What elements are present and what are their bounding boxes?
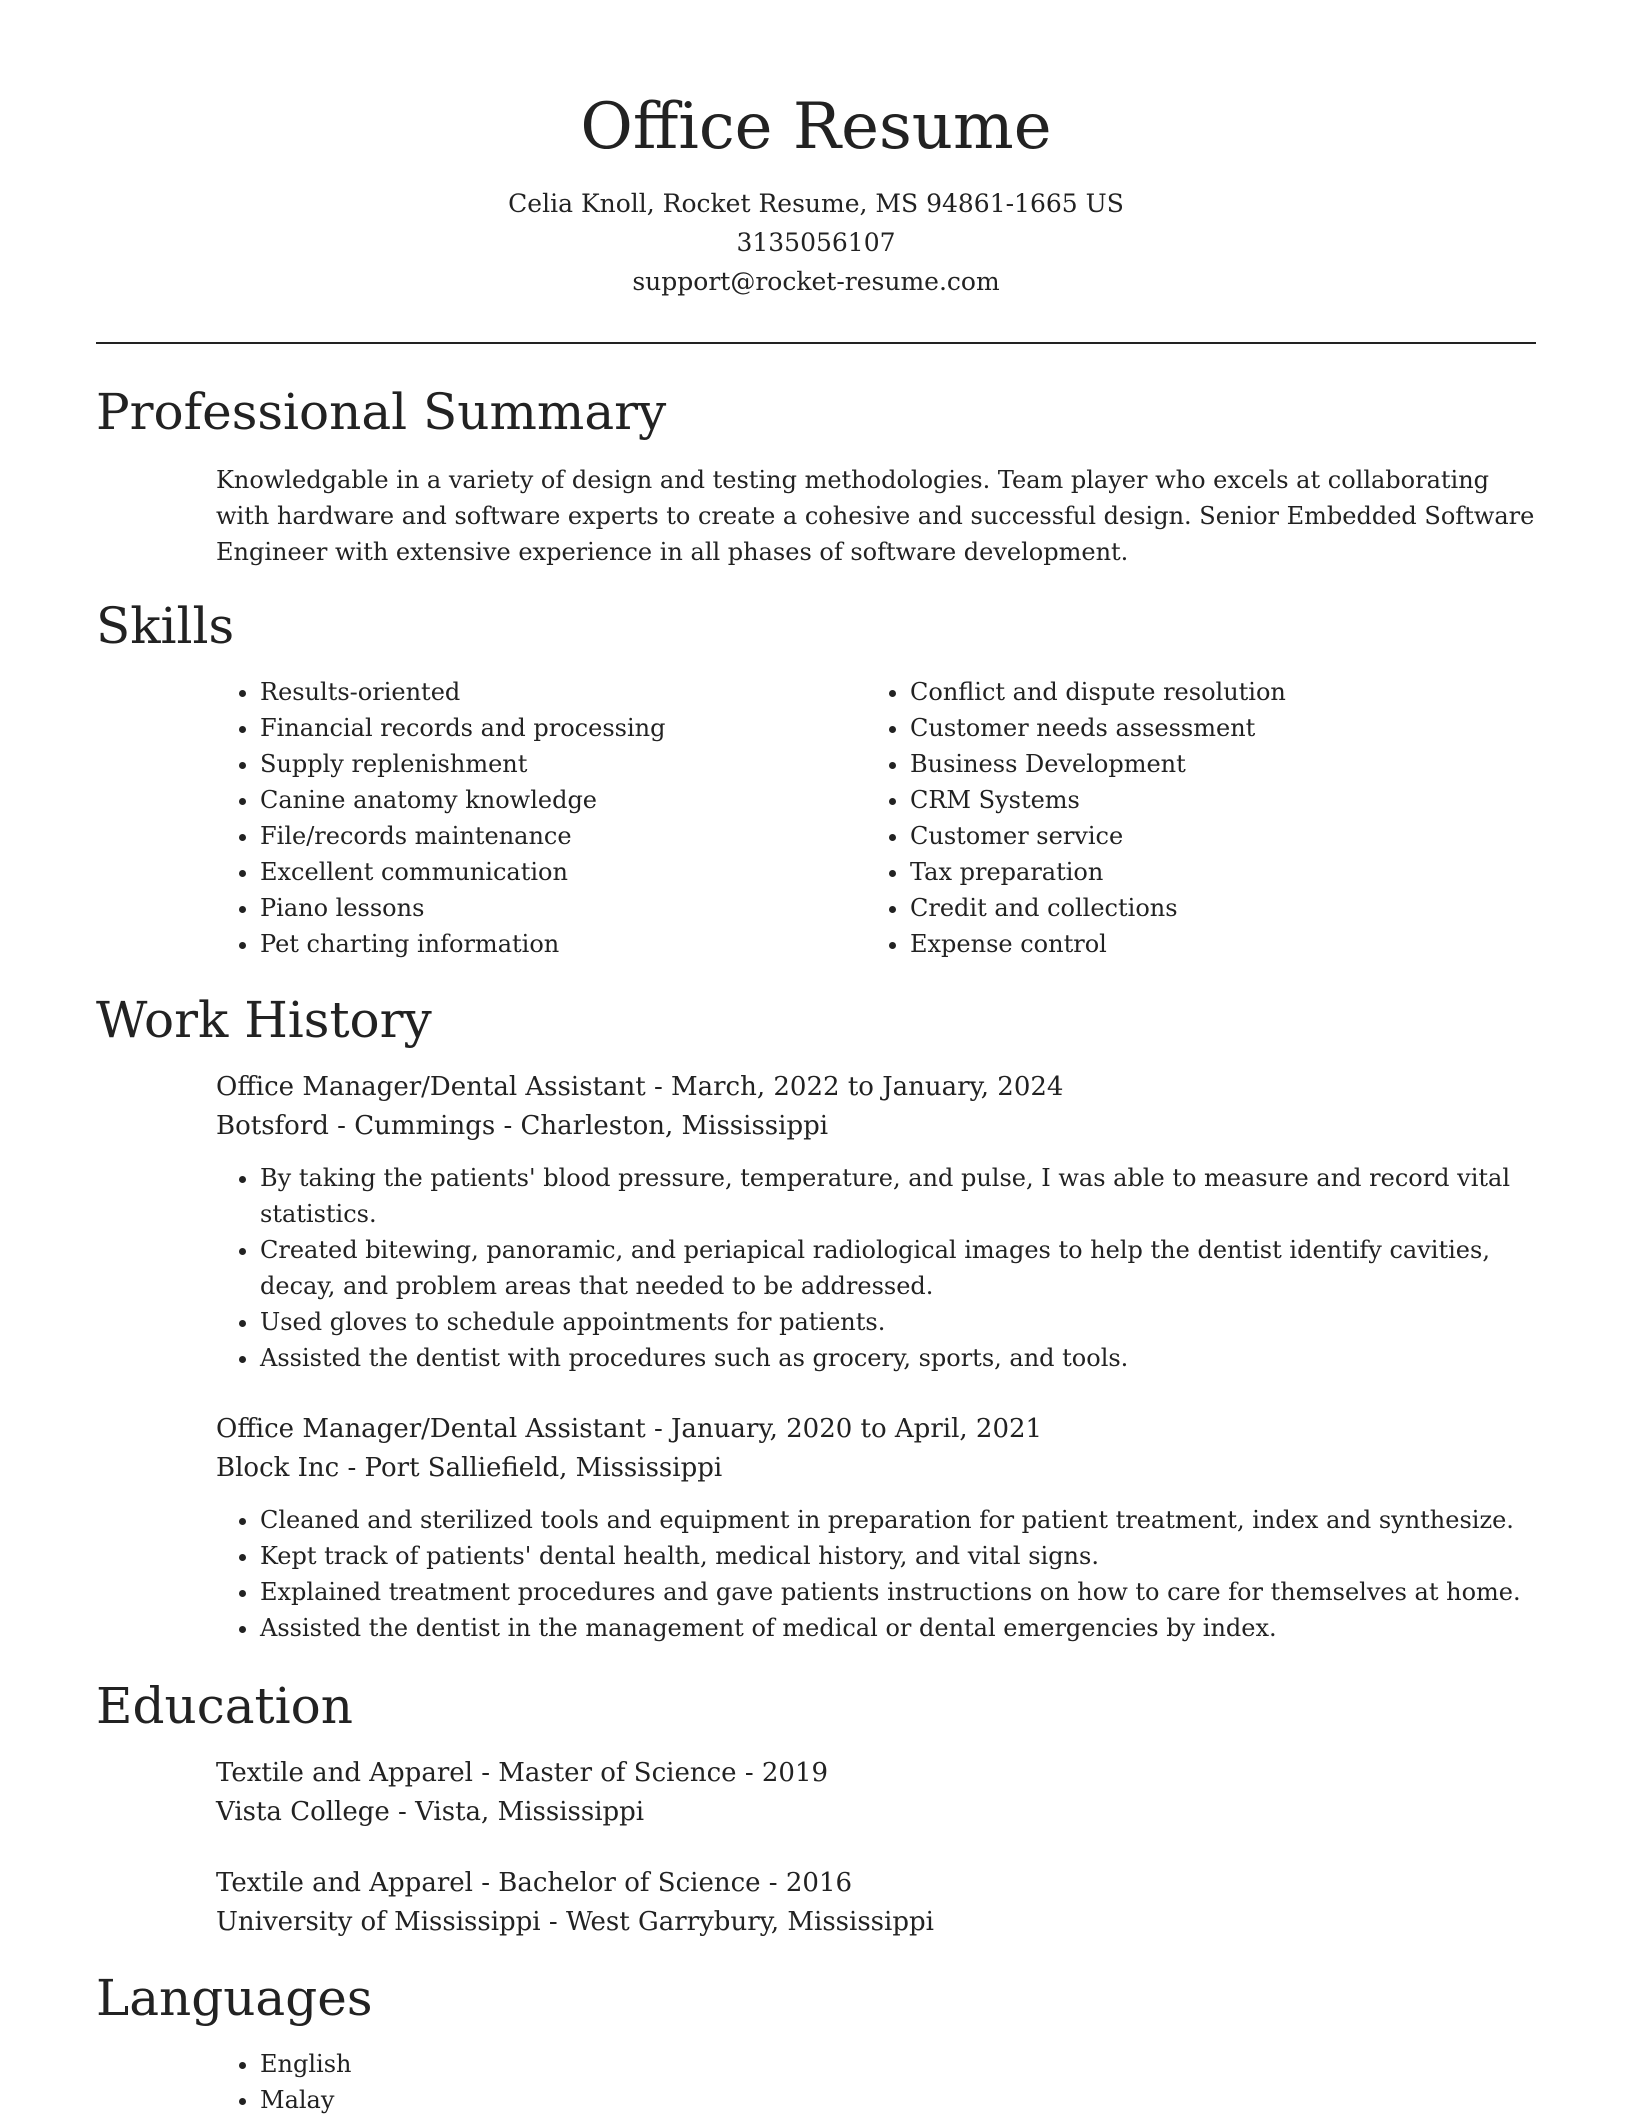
job-title-line xyxy=(216,1068,1538,1107)
education-year: - 2019 xyxy=(736,1758,829,1788)
education-school-line xyxy=(216,1793,1538,1832)
skill-item: • Pet charting information xyxy=(260,926,816,962)
job-entry xyxy=(216,1068,1538,1376)
job-bullet: • Kept track of patients' dental health, medical history, and vital signs. xyxy=(260,1538,1538,1574)
job-dates: - January, 2020 to April, 2021 xyxy=(645,1414,1043,1444)
job-company-line xyxy=(216,1449,1538,1488)
job-company-line xyxy=(216,1107,1538,1146)
contact-phone: 3135056107 xyxy=(736,228,896,257)
education-school-line xyxy=(216,1903,1538,1942)
section-title-education: Education xyxy=(96,1677,353,1735)
job-entry xyxy=(216,1410,1538,1646)
summary-text: Knowledgable in a variety of design and testing methodologies. Team player who excels at collaborating with hardware and software experts to create a cohesive and successful design. Senior Embedded Software Engineer with extensive experience in all phases of software development. xyxy=(216,466,1535,566)
job-title-line xyxy=(216,1410,1538,1449)
job-bullets xyxy=(216,1160,1538,1376)
resume-title: Office Resume xyxy=(580,90,1052,164)
skill-item: • Business Development xyxy=(910,746,1466,782)
skill-item: • File/records maintenance xyxy=(260,818,816,854)
skill-item: • Piano lessons xyxy=(260,890,816,926)
job-dates: - March, 2022 to January, 2024 xyxy=(645,1072,1064,1102)
skill-item: • Financial records and processing xyxy=(260,710,816,746)
job-bullet: • Explained treatment procedures and gave patients instructions on how to care for themselves at home. xyxy=(260,1574,1538,1610)
header-divider xyxy=(96,342,1536,344)
job-bullet: • Cleaned and sterilized tools and equipment in preparation for patient treatment, index and synthesize. xyxy=(260,1502,1538,1538)
education-entry xyxy=(216,1864,1538,1942)
job-location: - Port Salliefield, Mississippi xyxy=(339,1453,723,1483)
contact-address: Celia Knoll, Rocket Resume, MS 94861-1665 US xyxy=(508,189,1124,218)
skill-item: • Conflict and dispute resolution xyxy=(910,674,1466,710)
skills-column-left xyxy=(216,674,816,962)
skill-item: • Excellent communication xyxy=(260,854,816,890)
contact-email: support@rocket-resume.com xyxy=(632,267,1000,296)
section-title-languages: Languages xyxy=(96,1969,373,2027)
education-degree-line xyxy=(216,1754,1538,1793)
job-bullet: • Used gloves to schedule appointments for patients. xyxy=(260,1304,1538,1340)
language-item: • Malay xyxy=(260,2082,1538,2118)
skill-item: • Expense control xyxy=(910,926,1466,962)
job-bullet: • By taking the patients' blood pressure, temperature, and pulse, I was able to measure and record vital statistics. xyxy=(260,1160,1538,1232)
education-location: - West Garrybury, Mississippi xyxy=(540,1907,934,1937)
section-title-skills: Skills xyxy=(96,597,235,655)
education-year: - 2016 xyxy=(760,1868,853,1898)
skill-item: • Customer needs assessment xyxy=(910,710,1466,746)
section-title-summary: Professional Summary xyxy=(96,383,667,441)
resume-header xyxy=(96,80,1536,301)
skill-item: • Tax preparation xyxy=(910,854,1466,890)
section-title-work-history: Work History xyxy=(96,991,432,1049)
languages-list xyxy=(216,2046,1538,2118)
job-title: Office Manager/Dental Assistant xyxy=(216,1414,646,1444)
education-degree: Textile and Apparel - Bachelor of Science xyxy=(216,1868,761,1898)
education-entry xyxy=(216,1754,1538,1832)
job-bullet: • Assisted the dentist in the management of medical or dental emergencies by index. xyxy=(260,1610,1538,1646)
education-school: Vista College xyxy=(216,1797,390,1827)
job-company: Botsford - Cummings xyxy=(216,1111,496,1141)
job-bullet: • Created bitewing, panoramic, and periapical radiological images to help the dentist identify cavities, decay, and problem areas that needed to be addressed. xyxy=(260,1232,1538,1304)
education-degree: Textile and Apparel - Master of Science xyxy=(216,1758,737,1788)
job-bullet: • Assisted the dentist with procedures such as grocery, sports, and tools. xyxy=(260,1340,1538,1376)
job-title: Office Manager/Dental Assistant xyxy=(216,1072,646,1102)
skill-item: • CRM Systems xyxy=(910,782,1466,818)
job-location: - Charleston, Mississippi xyxy=(495,1111,829,1141)
skill-item: • Supply replenishment xyxy=(260,746,816,782)
skill-item: • Canine anatomy knowledge xyxy=(260,782,816,818)
skill-item: • Results-oriented xyxy=(260,674,816,710)
job-company: Block Inc xyxy=(216,1453,340,1483)
skills-column-right xyxy=(866,674,1466,962)
skill-item: • Customer service xyxy=(910,818,1466,854)
language-item: • English xyxy=(260,2046,1538,2082)
education-location: - Vista, Mississippi xyxy=(389,1797,645,1827)
education-school: University of Mississippi xyxy=(216,1907,541,1937)
skill-item: • Credit and collections xyxy=(910,890,1466,926)
job-bullets xyxy=(216,1502,1538,1646)
education-degree-line xyxy=(216,1864,1538,1903)
